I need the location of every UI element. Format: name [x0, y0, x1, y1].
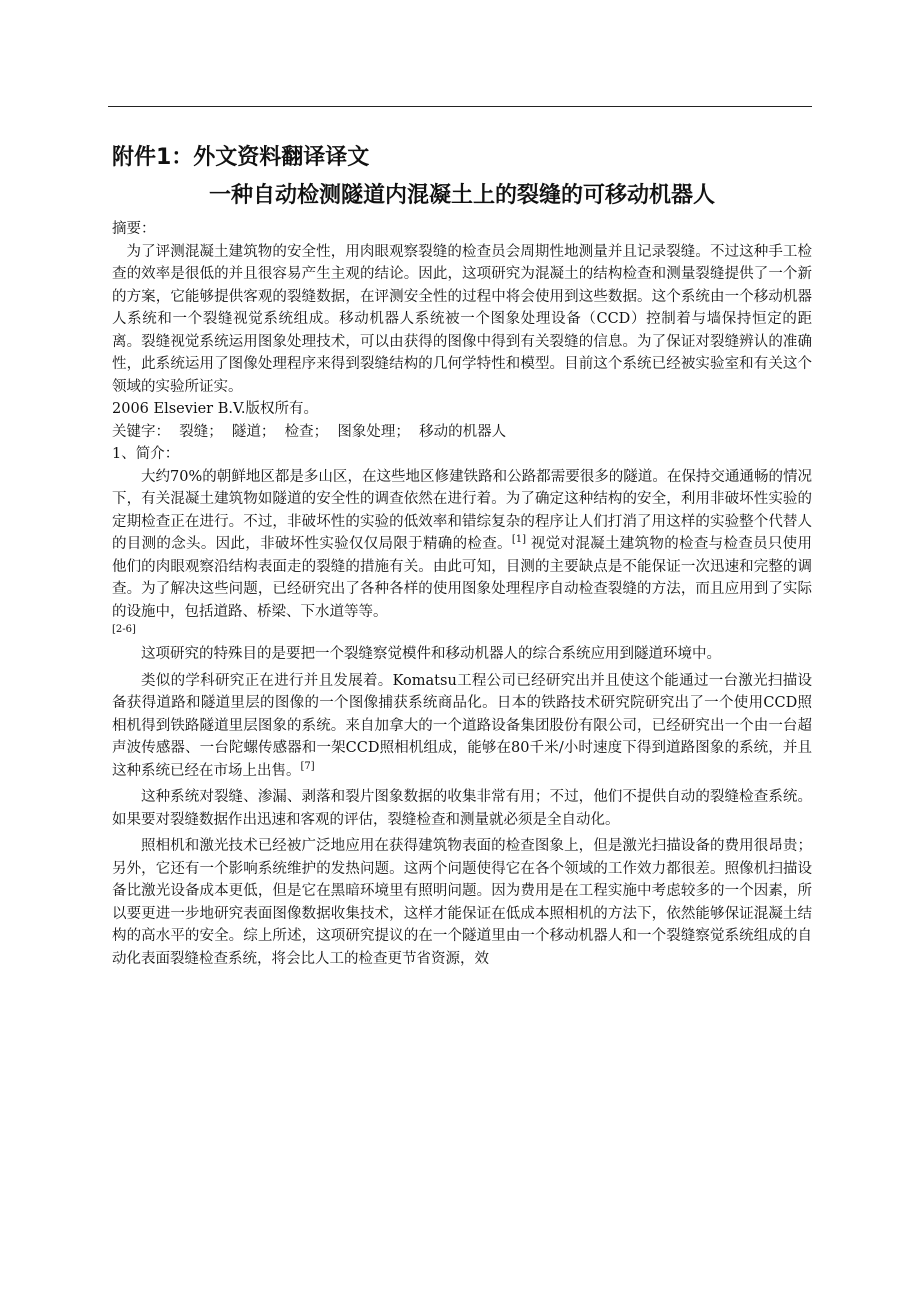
paper-title: 一种自动检测隧道内混凝土上的裂缝的可移动机器人 — [208, 183, 715, 208]
header-rule — [108, 106, 812, 107]
copyright-line: 2006 Elsevier B.V.版权所有。 — [112, 401, 319, 417]
paragraph-1-text-a: 大约70%的朝鲜地区都是多山区，在这些地区修建铁路和公路都需要很多的隧道。在保持交通通畅的情况下，有关混凝土建筑物如隧道的安全性的调查依然在进行着。为了确定这种结构的安全，利用非破坏性实验的定期检查正在进行。不过，非破坏性的实验的低效率和错综复杂的程序让人们打消了用这样的实验整个代替人的目测的念头。因此，非破坏性实验仅仅局限于精确的检查。 — [112, 468, 812, 552]
paragraph-1-text-b: 视觉对混凝土建筑物的检查与检查员只使用他们的肉眼观察沿结构表面走的裂缝的措施有关。由此可知，目测的主要缺点是不能保证一次迅速和完整的调查。为了解决这些问题，已经研究出了各种各样的使用图象处理程序自动检查裂缝的方法，而且应用到了实际的设施中，包括道路、桥梁、下水道等等。 — [112, 536, 812, 620]
paragraph-2: 这项研究的特殊目的是要把一个裂缝察觉模件和移动机器人的综合系统应用到隧道环境中。 — [141, 646, 721, 662]
appendix-title: 附件1：外文资料翻译译文 — [112, 145, 370, 170]
paragraph-3 — [112, 670, 812, 783]
paragraph-3-text: 类似的学科研究正在进行并且发展着。Komatsu工程公司已经研究出并且使这个能通过一台激光扫描设备获得道路和隧道里层的图像的一个图像捕获系统商品化。日本的铁路技术研究院研究出了一个使用CCD照相机得到铁路隧道里层图象的系统。来自加拿大的一个道路设备集团股份有限公司，已经研究出一个由一台超声波传感器、一台陀螺传感器和一架CCD照相机组成，能够在80千米/小时速度下得到道路图象的系统，并且这种系统已经在市场上出售。 — [112, 672, 812, 779]
keywords-line: 关键字： 裂缝； 隧道； 检查； 图象处理； 移动的机器人 — [112, 423, 507, 440]
paragraph-5: 照相机和激光技术已经被广泛地应用在获得建筑物表面的检查图象上，但是激光扫描设备的费用很昂贵；另外，它还有一个影响系统维护的发热问题。这两个问题使得它在各个领域的工作效力都很差。照像机扫描设备比激光设备成本更低，但是它在黑暗环境里有照明问题。因为费用是在工程实施中考虑较多的一个因素，所以要更进一步地研究表面图像数据收集技术，这样才能保证在低成本照相机的方法下，依然能够保证混凝土结构的高水平的安全。综上所述，这项研究提议的在一个隧道里由一个移动机器人和一个裂缝察觉系统组成的自动化表面裂缝检查系统，将会比人工的检查更节省资源，效 — [112, 838, 812, 967]
document-body — [112, 140, 812, 970]
citation-ref-7: [7] — [300, 760, 315, 772]
abstract-label: 摘要： — [112, 221, 156, 237]
paragraph-1 — [112, 466, 812, 624]
paragraph-4: 这种系统对裂缝、渗漏、剥落和裂片图象数据的收集非常有用；不过，他们不提供自动的裂缝检查系统。如果要对裂缝数据作出迅速和客观的评估，裂缝检查和测量就必须是全自动化。 — [112, 789, 812, 828]
section-heading: 1、简介： — [112, 446, 180, 462]
citation-ref-2-6: [2-6] — [112, 624, 136, 635]
abstract-text: 为了评测混凝土建筑物的安全性，用肉眼观察裂缝的检查员会周期性地测量并且记录裂缝。不过这种手工检查的效率是很低的并且很容易产生主观的结论。因此，这项研究为混凝土的结构检查和测量裂缝提供了一个新的方案，它能够提供客观的裂缝数据，在评测安全性的过程中将会使用到这些数据。这个系统由一个移动机器人系统和一个裂缝视觉系统组成。移动机器人系统被一个图象处理设备（CCD）控制着与墙保持恒定的距离。裂缝视觉系统运用图象处理技术，可以由获得的图像中得到有关裂缝的信息。为了保证对裂缝辨认的准确性，此系统运用了图像处理程序来得到裂缝结构的几何学特性和模型。目前这个系统已经被实验室和有关这个领域的实验所证实。 — [112, 243, 812, 395]
citation-ref-1: [1] — [511, 534, 527, 546]
